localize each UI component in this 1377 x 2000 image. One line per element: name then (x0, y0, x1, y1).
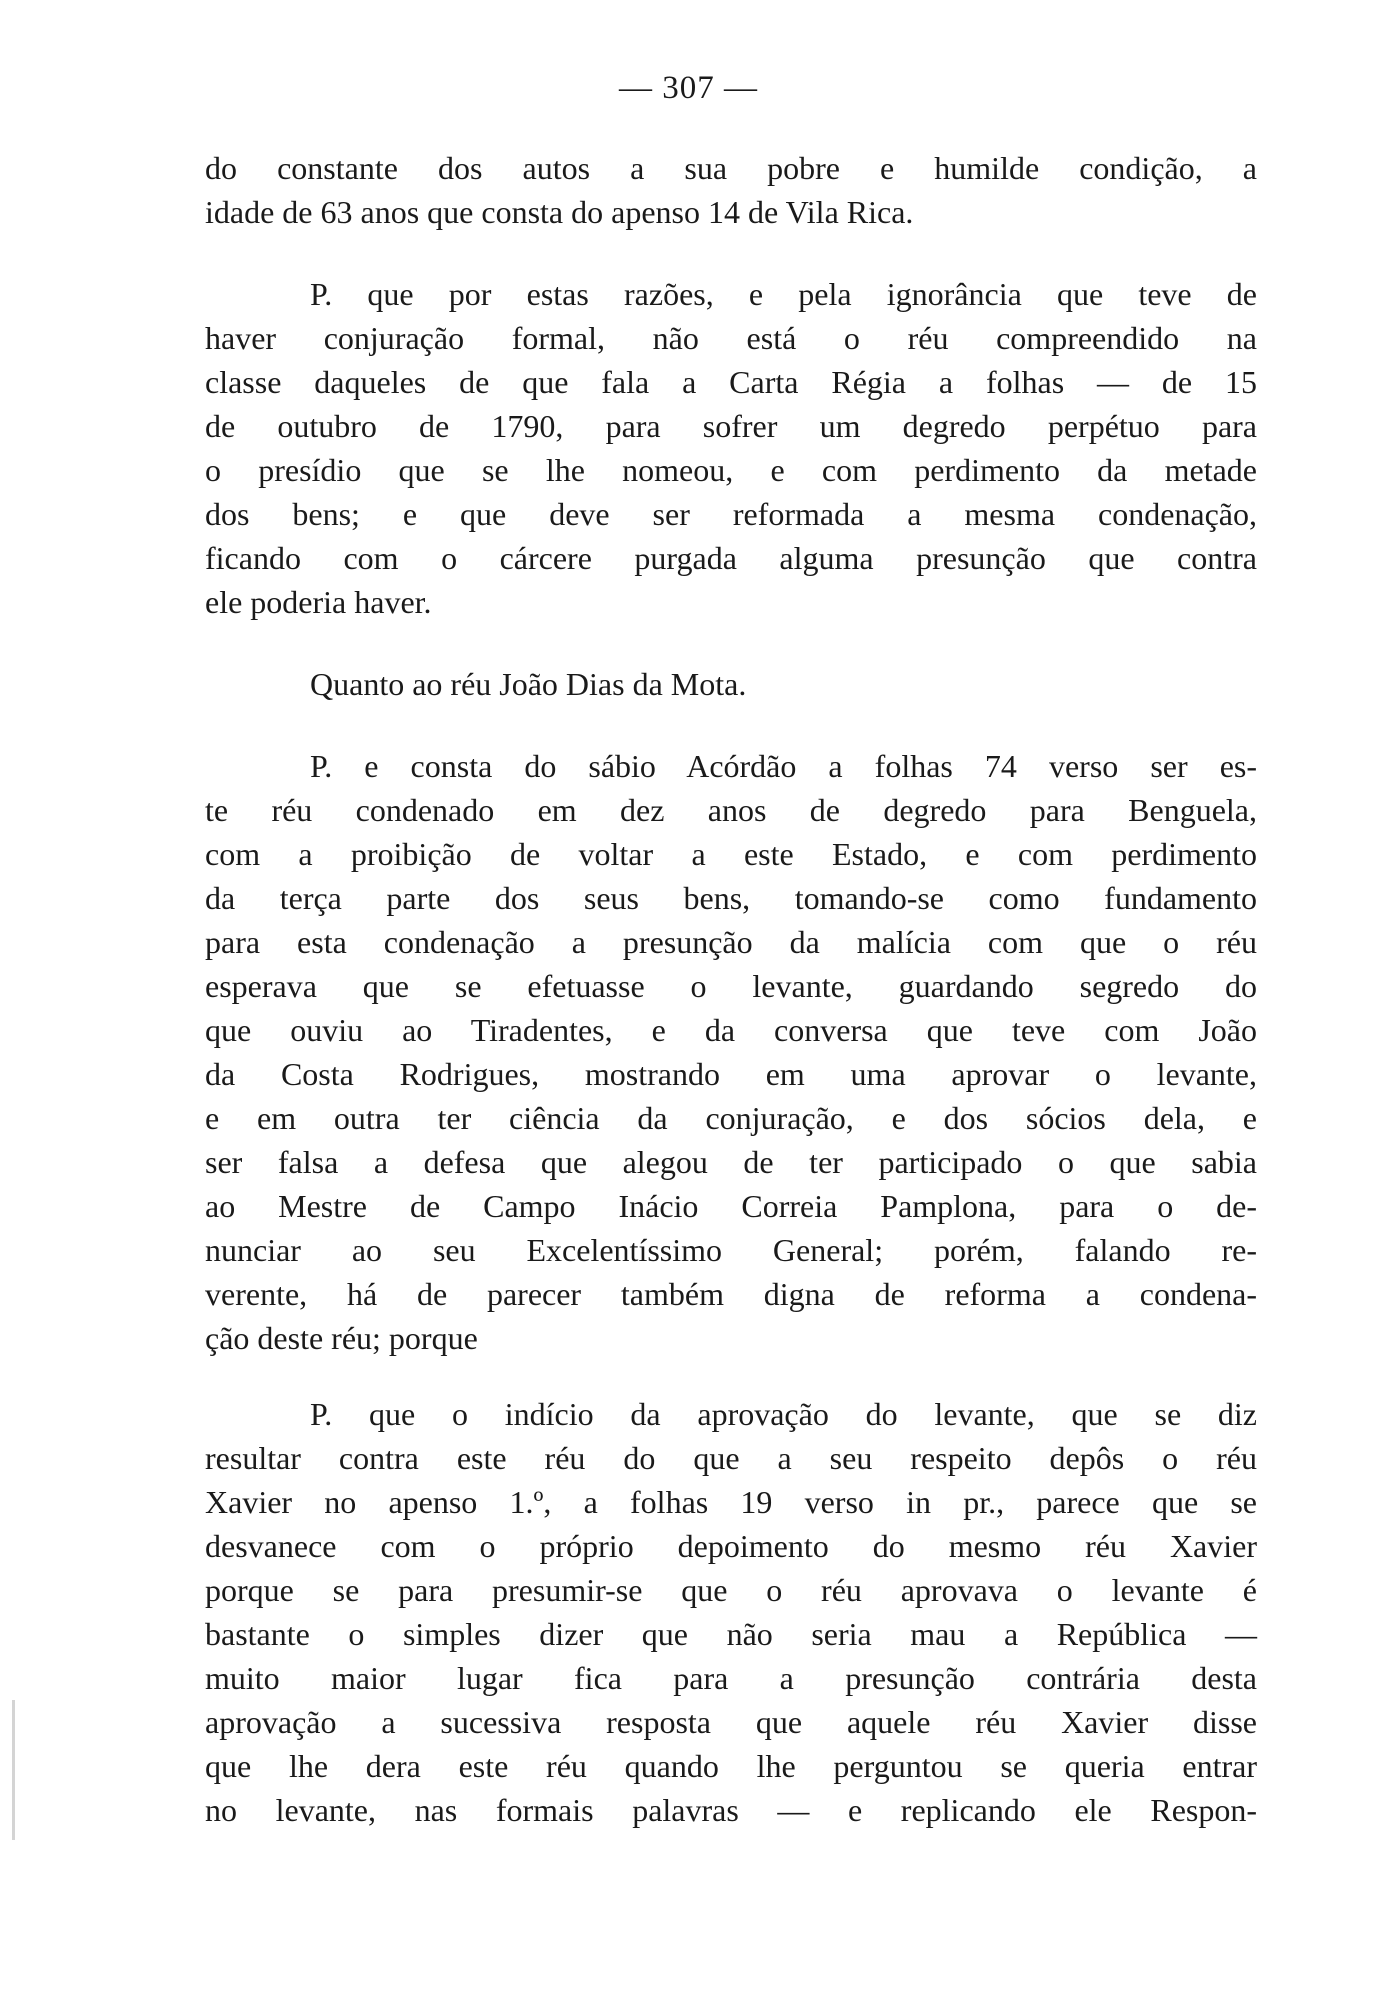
text-line: haver conjuração formal, não está o réu compreendido na (205, 320, 1257, 356)
text-line: porque se para presumir-se que o réu aprovava o levante é (205, 1572, 1257, 1608)
paragraph-4 (205, 1392, 1257, 1832)
text-line: que lhe dera este réu quando lhe perguntou se queria entrar (205, 1748, 1257, 1784)
paragraph-gap (205, 706, 1257, 744)
text-line: P. que por estas razões, e pela ignorância que teve de (310, 276, 1257, 312)
text-line: resultar contra este réu do que a seu respeito depôs o réu (205, 1440, 1257, 1476)
text-line: ser falsa a defesa que alegou de ter participado o que sabia (205, 1144, 1257, 1180)
text-line: dos bens; e que deve ser reformada a mesma condenação, (205, 496, 1257, 532)
paragraph-gap (205, 234, 1257, 272)
text-line: no levante, nas formais palavras — e replicando ele Respon- (205, 1792, 1257, 1828)
text-line: Xavier no apenso 1.º, a folhas 19 verso in pr., parece que se (205, 1484, 1257, 1520)
paragraph-3 (205, 744, 1257, 1360)
paragraph-gap (205, 1360, 1257, 1392)
text-line: esperava que se efetuasse o levante, guardando segredo do (205, 968, 1257, 1004)
text-line: idade de 63 anos que consta do apenso 14 de Vila Rica. (205, 194, 914, 230)
paragraph-gap (205, 624, 1257, 662)
body-text (205, 146, 1257, 1832)
paragraph-2 (205, 272, 1257, 624)
text-line: bastante o simples dizer que não seria mau a República — (205, 1616, 1257, 1652)
text-line: ao Mestre de Campo Inácio Correia Pamplona, para o de- (205, 1188, 1257, 1224)
text-line: P. que o indício da aprovação do levante, que se diz (310, 1396, 1257, 1432)
text-line: de outubro de 1790, para sofrer um degredo perpétuo para (205, 408, 1257, 444)
text-line: muito maior lugar fica para a presunção contrária desta (205, 1660, 1257, 1696)
text-line: e em outra ter ciência da conjuração, e dos sócios dela, e (205, 1100, 1257, 1136)
scan-margin-mark (12, 1700, 15, 1840)
section-heading (205, 662, 1257, 706)
text-line: nunciar ao seu Excelentíssimo General; porém, falando re- (205, 1232, 1257, 1268)
text-line: desvanece com o próprio depoimento do mesmo réu Xavier (205, 1528, 1257, 1564)
text-line: ção deste réu; porque (205, 1320, 478, 1356)
text-line: aprovação a sucessiva resposta que aquele réu Xavier disse (205, 1704, 1257, 1740)
text-line: te réu condenado em dez anos de degredo para Benguela, (205, 792, 1257, 828)
text-line: que ouviu ao Tiradentes, e da conversa que teve com João (205, 1012, 1257, 1048)
paragraph-1 (205, 146, 1257, 234)
text-line: com a proibição de voltar a este Estado, e com perdimento (205, 836, 1257, 872)
text-line: Quanto ao réu João Dias da Mota. (310, 666, 747, 702)
page-number: — 307 — (619, 70, 758, 106)
text-line: ele poderia haver. (205, 584, 432, 620)
text-line: classe daqueles de que fala a Carta Régia a folhas — de 15 (205, 364, 1257, 400)
text-line: o presídio que se lhe nomeou, e com perdimento da metade (205, 452, 1257, 488)
text-line: ficando com o cárcere purgada alguma presunção que contra (205, 540, 1257, 576)
text-line: verente, há de parecer também digna de reforma a condena- (205, 1276, 1257, 1312)
text-line: da terça parte dos seus bens, tomando-se como fundamento (205, 880, 1257, 916)
text-line: do constante dos autos a sua pobre e humilde condição, a (205, 150, 1257, 186)
text-line: P. e consta do sábio Acórdão a folhas 74 verso ser es- (310, 748, 1257, 784)
text-line: da Costa Rodrigues, mostrando em uma aprovar o levante, (205, 1056, 1257, 1092)
text-line: para esta condenação a presunção da malícia com que o réu (205, 924, 1257, 960)
